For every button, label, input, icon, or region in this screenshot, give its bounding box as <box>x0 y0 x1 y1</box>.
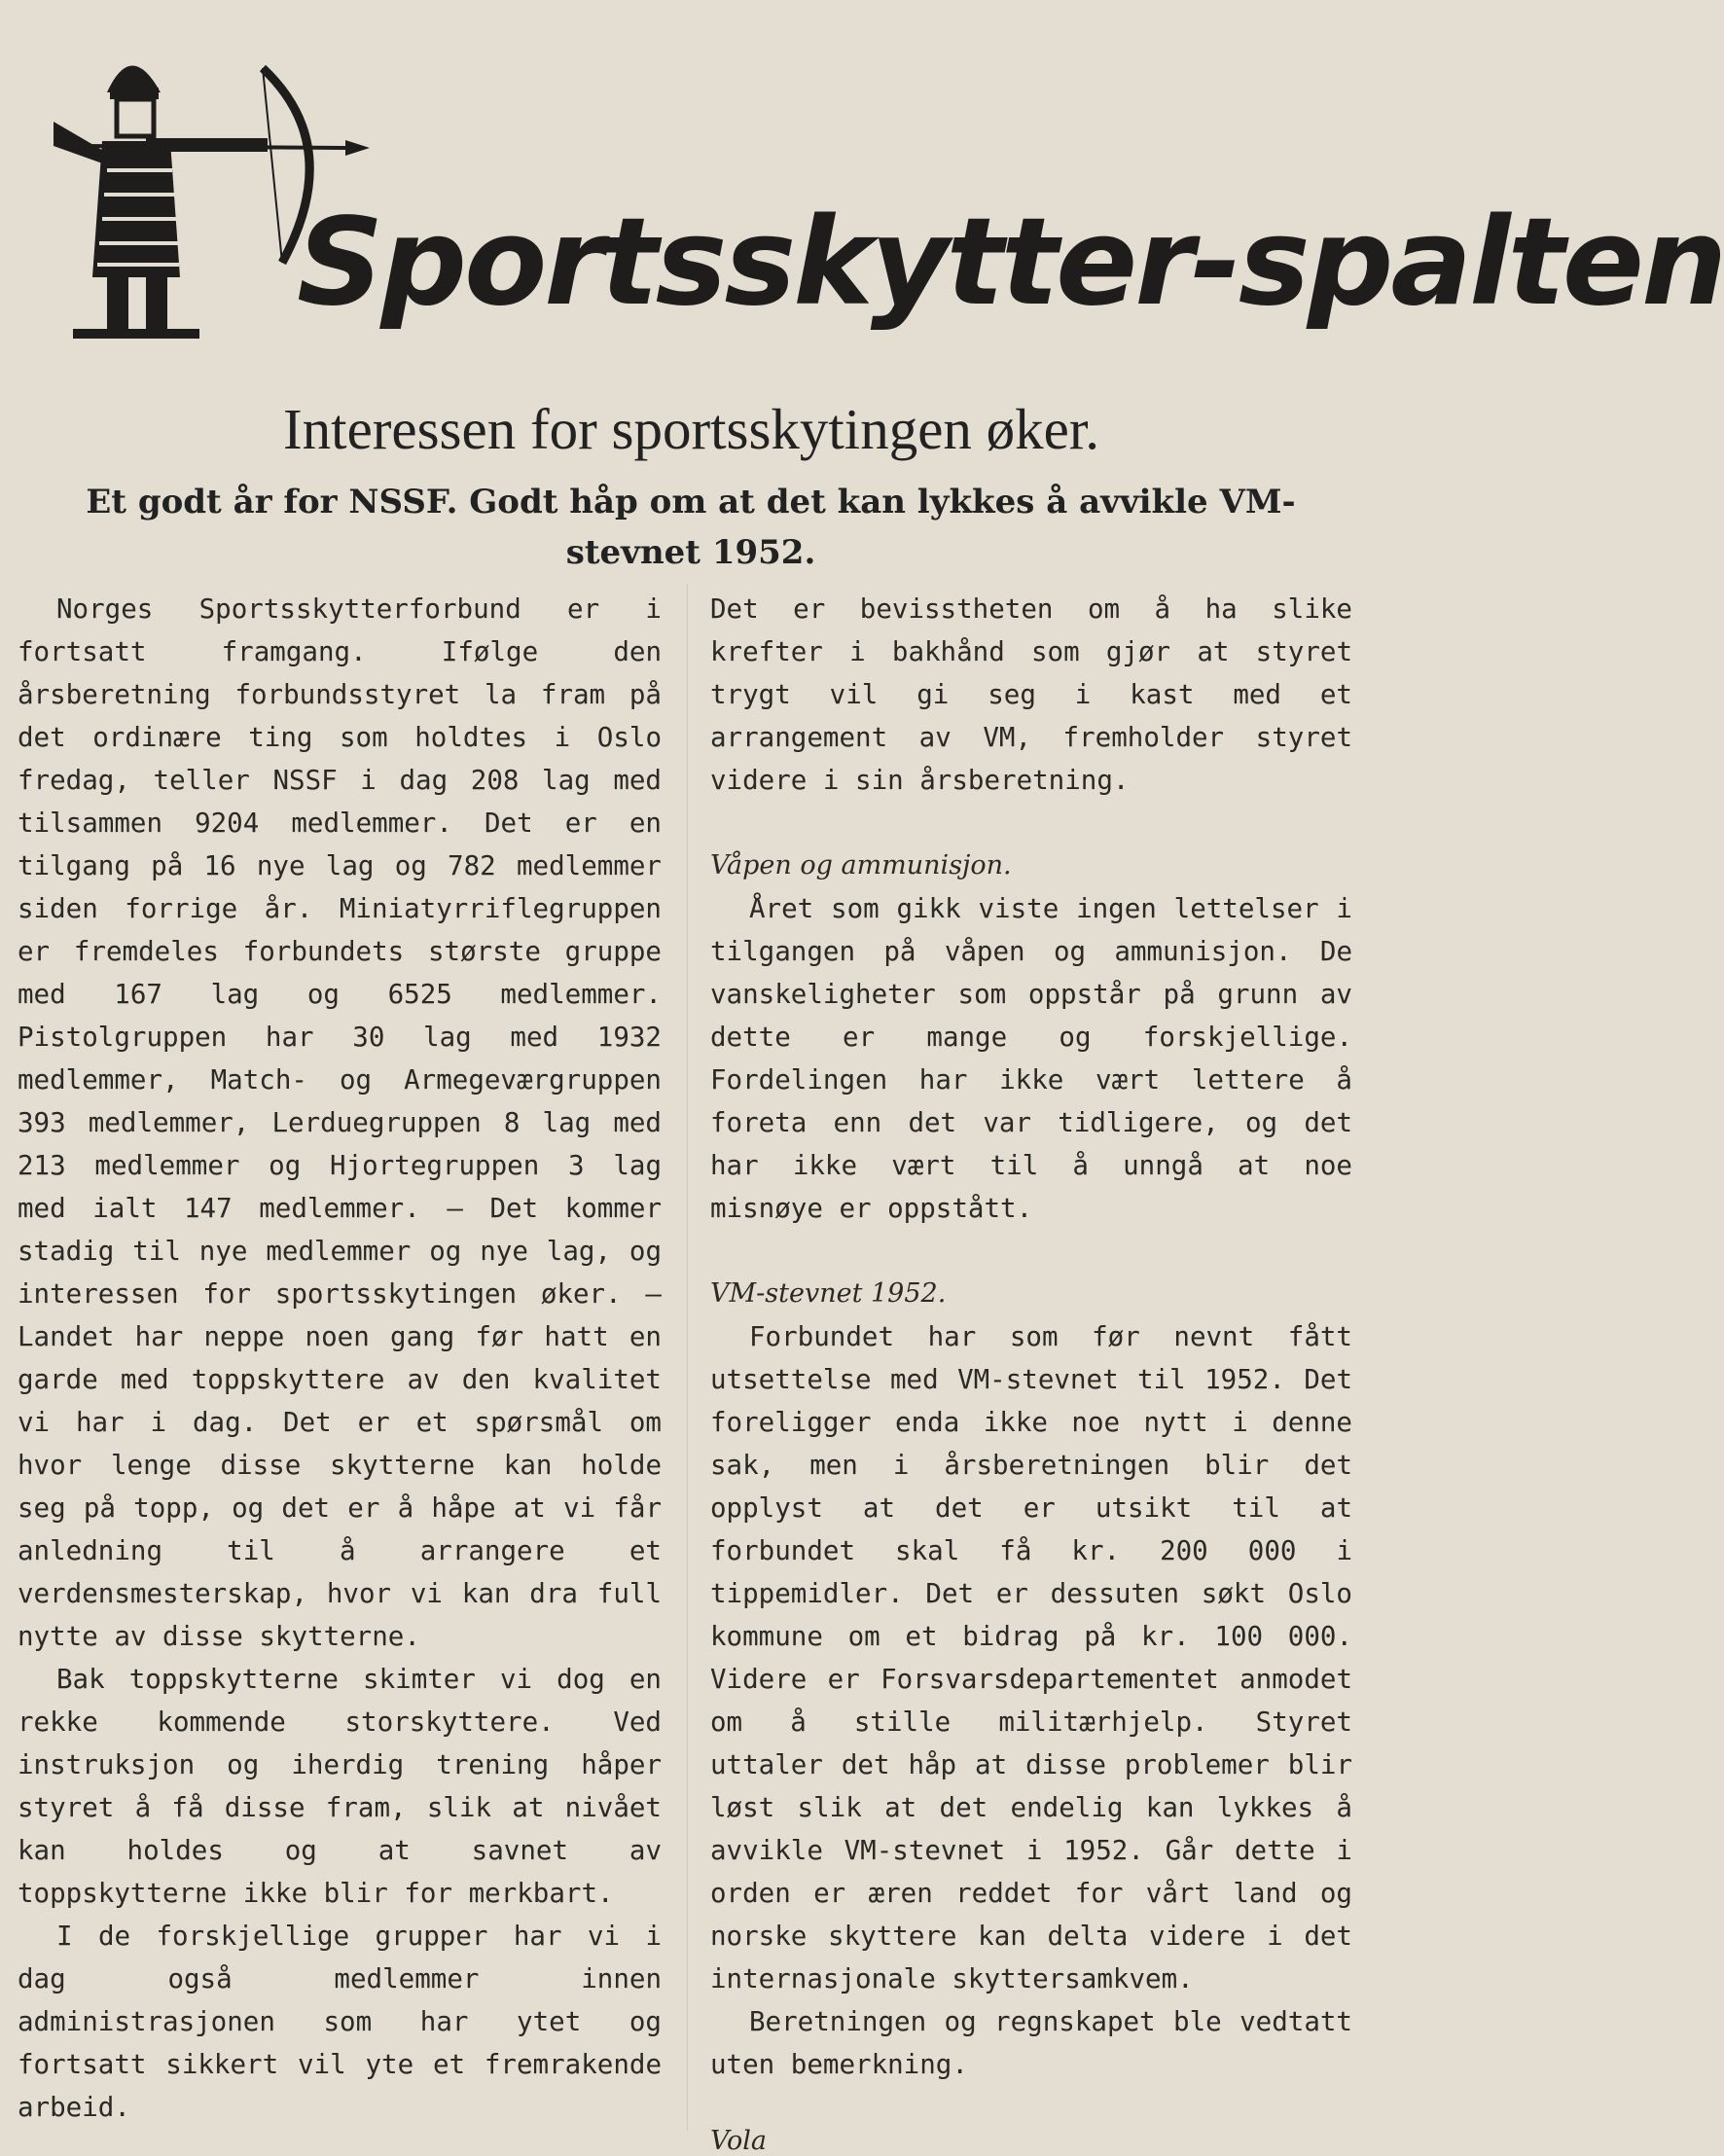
paragraph: Det er bevisstheten om å ha slike krefter i bakhånd som gjør at styret trygt vil gi seg i kast med et arrangement av VM, fremholder styret videre i sin årsberetning. <box>710 593 1352 796</box>
masthead <box>54 39 1724 389</box>
paragraph: Beretningen og regnskapet ble vedtatt uten bemerkning. <box>710 2006 1352 2080</box>
left-column <box>18 588 662 2129</box>
section-heading: Våpen og ammunisjon. <box>710 850 1012 880</box>
article-subheadline: Et godt år for NSSF. Godt håp om at det kan lykkes å avvikle VM-stevnet 1952. <box>86 483 1296 572</box>
paragraph: Bak toppskytterne skimter vi dog en rekke kommende storskyttere. Ved instruksjon og iherdig trening håper styret å få disse fram, slik at nivået kan holdes og at savnet av toppskytterne ikke blir for merkbart. <box>18 1664 662 1909</box>
masthead-title: Sportsskytter-spalten <box>297 193 1724 333</box>
right-column <box>710 588 1352 2086</box>
paragraph: Året som gikk viste ingen lettelser i tilgangen på våpen og ammunisjon. De vanskeligheter som oppstår på grunn av dette er mange og forskjellige. Fordelingen har ikke vært lettere å foreta enn det var tidligere, og det har ikke vært til å unngå at noe misnøye er oppstått. <box>710 893 1352 1224</box>
column-divider <box>687 584 688 2131</box>
truncated-heading: Vola <box>710 2126 768 2156</box>
paragraph: I de forskjellige grupper har vi i dag også medlemmer innen administrasjonen som har ytet og fortsatt sikkert vil yte et fremrakende arbeid. <box>18 1921 662 2123</box>
article-headline: Interessen for sportsskytingen øker. <box>283 397 1099 461</box>
section-heading: VM-stevnet 1952. <box>710 1278 947 1309</box>
paragraph: Norges Sportsskytterforbund er i fortsatt framgang. Ifølge den årsberetning forbundsstyret la fram på det ordinære ting som holdtes i Oslo fredag, teller NSSF i dag 208 lag med tilsammen 9204 medlemmer. Det er en tilgang på 16 nye lag og 782 medlemmer siden forrige år. Miniatyrriflegruppen er fremdeles forbundets største gruppe med 167 lag og 6525 medlemmer. Pistolgruppen har 30 lag med 1932 medlemmer, Match- og Armegeværgruppen 393 medlemmer, Lerduegruppen 8 lag med 213 medlemmer og Hjortegruppen 3 lag med ialt 147 medlemmer. — Det kommer stadig til nye medlemmer og nye lag, og interessen for sportsskytingen øker. — Landet har neppe noen gang før hatt en garde med toppskyttere av den kvalitet vi har i dag. Det er et spørsmål om hvor lenge disse skytterne kan holde seg på topp, og det er å håpe at vi får anledning til å arrangere et verdensmesterskap, hvor vi kan dra full nytte av disse skytterne. <box>18 593 662 1652</box>
paragraph: Forbundet har som før nevnt fått utsettelse med VM-stevnet til 1952. Det foreligger enda ikke noe nytt i denne sak, men i årsberetningen blir det opplyst at det er utsikt til at forbundet skal få kr. 200 000 i tippemidler. Det er dessuten søkt Oslo kommune om et bidrag på kr. 100 000. Videre er Forsvarsdepartementet anmodet om å stille militærhjelp. Styret uttaler det håp at disse problemer blir løst slik at det endelig kan lykkes å avvikle VM-stevnet i 1952. Går dette i orden er æren reddet for vårt land og norske skyttere kan delta videre i det internasjonale skyttersamkvem. <box>710 1321 1352 1994</box>
